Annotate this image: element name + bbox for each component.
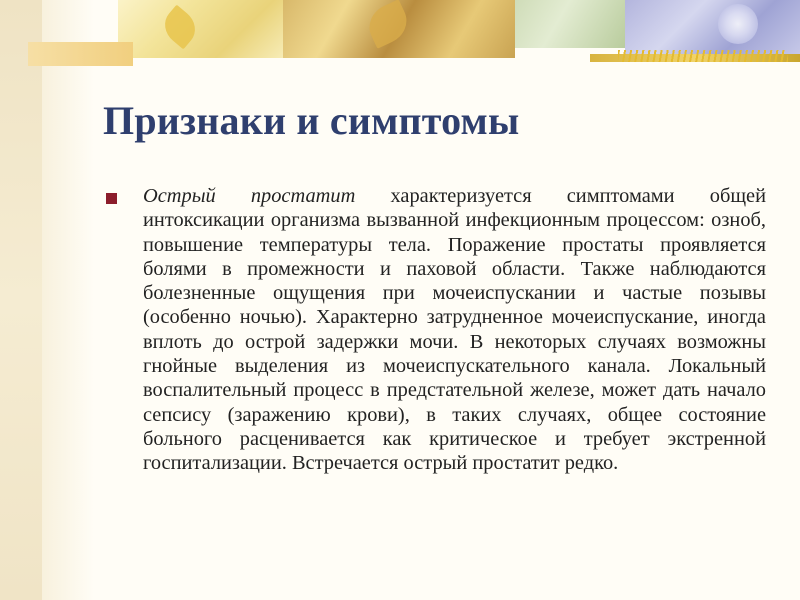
bullet-body: характеризуется симптомами общей интоксикации организма вызванной инфекционным процессом: озноб, повышение температуры тела. Поражение простаты проявляется болями в промежности и паховой области. Также наблюдаются болезненные ощущения при мочеиспускании и частые позывы (особенно ночью). Характерно затрудненное мочеиспускание, иногда вплоть до острой задержки мочи. В некоторых случаях возможны гнойные выделения из мочеиспускательного канала. Локальный воспалительный процесс в предстательной железе, может дать начало сепсису (заражению крови), в таких случаях, общее состояние больного расценивается как критическое и требует экстренной госпитализации. Встречается острый простатит редко. [143, 185, 766, 475]
banner-green-panel [515, 0, 625, 48]
banner-accent-strip [28, 42, 133, 66]
bullet-text [143, 184, 766, 476]
bullet-lead-italic: Острый простатит [143, 185, 356, 207]
bullet-square-icon [106, 193, 117, 204]
left-decorative-band [0, 0, 42, 600]
flower-icon [718, 4, 758, 44]
slide-title: Признаки и симптомы [103, 98, 520, 143]
left-gradient-band [42, 0, 94, 600]
grass-decoration [618, 50, 788, 62]
banner-yellow-panel [118, 0, 283, 58]
